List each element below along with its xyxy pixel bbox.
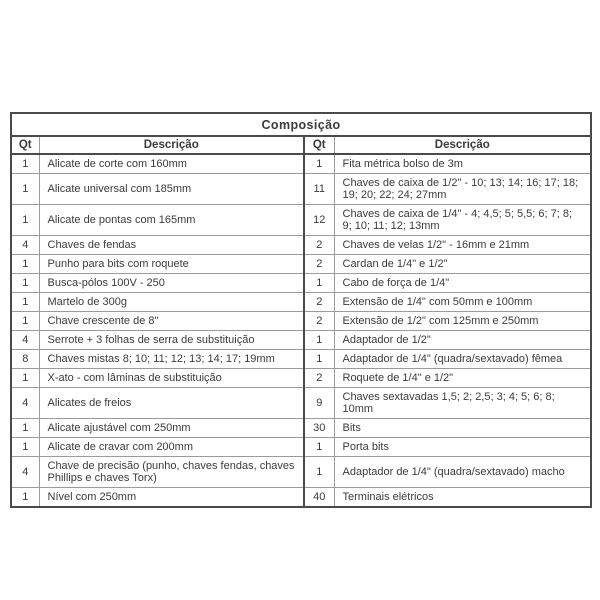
qt-cell-right: 1	[304, 274, 334, 293]
desc-cell-left: X-ato - com lâminas de substituição	[39, 369, 304, 388]
desc-cell-right: Cabo de força de 1/4"	[334, 274, 591, 293]
desc-cell-right: Terminais elétricos	[334, 488, 591, 508]
table-row	[11, 293, 591, 312]
qt-cell-left: 1	[11, 274, 39, 293]
desc-cell-right: Chaves de caixa de 1/2" - 10; 13; 14; 16; 17; 18; 19; 20; 22; 24; 27mm	[334, 174, 591, 205]
table-row	[11, 369, 591, 388]
table-row	[11, 312, 591, 331]
desc-cell-left: Martelo de 300g	[39, 293, 304, 312]
table-row	[11, 388, 591, 419]
qt-cell-right: 1	[304, 457, 334, 488]
table-row	[11, 419, 591, 438]
desc-cell-right: Cardan de 1/4" e 1/2"	[334, 255, 591, 274]
desc-cell-left: Alicate ajustável com 250mm	[39, 419, 304, 438]
qt-cell-left: 8	[11, 350, 39, 369]
desc-cell-left: Chave crescente de 8"	[39, 312, 304, 331]
table-row	[11, 255, 591, 274]
desc-cell-right: Chaves sextavadas 1,5; 2; 2,5; 3; 4; 5; 6; 8; 10mm	[334, 388, 591, 419]
table-row	[11, 488, 591, 508]
table-row	[11, 154, 591, 174]
qt-cell-right: 40	[304, 488, 334, 508]
col-header-qt-right: Qt	[304, 136, 334, 154]
qt-cell-left: 4	[11, 388, 39, 419]
desc-cell-right: Bits	[334, 419, 591, 438]
table-row	[11, 236, 591, 255]
qt-cell-right: 9	[304, 388, 334, 419]
desc-cell-left: Alicate de corte com 160mm	[39, 154, 304, 174]
qt-cell-left: 1	[11, 438, 39, 457]
table-body	[11, 154, 591, 507]
qt-cell-right: 2	[304, 293, 334, 312]
desc-cell-right: Roquete de 1/4" e 1/2"	[334, 369, 591, 388]
qt-cell-right: 2	[304, 236, 334, 255]
col-header-desc-left: Descrição	[39, 136, 304, 154]
qt-cell-right: 2	[304, 255, 334, 274]
table-row	[11, 205, 591, 236]
desc-cell-left: Alicate universal com 185mm	[39, 174, 304, 205]
qt-cell-left: 4	[11, 457, 39, 488]
qt-cell-right: 11	[304, 174, 334, 205]
table-row	[11, 350, 591, 369]
qt-cell-left: 1	[11, 488, 39, 508]
desc-cell-right: Extensão de 1/2" com 125mm e 250mm	[334, 312, 591, 331]
desc-cell-left: Alicates de freios	[39, 388, 304, 419]
composition-table	[10, 112, 592, 508]
table-row	[11, 331, 591, 350]
qt-cell-left: 1	[11, 174, 39, 205]
desc-cell-left: Nível com 250mm	[39, 488, 304, 508]
qt-cell-left: 1	[11, 369, 39, 388]
qt-cell-right: 2	[304, 312, 334, 331]
desc-cell-left: Punho para bits com roquete	[39, 255, 304, 274]
table-title: Composição	[11, 113, 591, 136]
desc-cell-right: Porta bits	[334, 438, 591, 457]
desc-cell-right: Adaptador de 1/4" (quadra/sextavado) macho	[334, 457, 591, 488]
qt-cell-left: 1	[11, 419, 39, 438]
desc-cell-right: Adaptador de 1/4" (quadra/sextavado) fêmea	[334, 350, 591, 369]
qt-cell-left: 1	[11, 255, 39, 274]
header-row	[11, 136, 591, 154]
qt-cell-left: 1	[11, 154, 39, 174]
col-header-desc-right: Descrição	[334, 136, 591, 154]
qt-cell-right: 12	[304, 205, 334, 236]
qt-cell-right: 1	[304, 350, 334, 369]
table-row	[11, 174, 591, 205]
qt-cell-left: 1	[11, 312, 39, 331]
table-row	[11, 457, 591, 488]
desc-cell-left: Chaves de fendas	[39, 236, 304, 255]
qt-cell-left: 4	[11, 236, 39, 255]
table-row	[11, 274, 591, 293]
desc-cell-left: Alicate de pontas com 165mm	[39, 205, 304, 236]
qt-cell-right: 1	[304, 438, 334, 457]
title-row	[11, 113, 591, 136]
desc-cell-left: Chave de precisão (punho, chaves fendas, chaves Phillips e chaves Torx)	[39, 457, 304, 488]
desc-cell-left: Alicate de cravar com 200mm	[39, 438, 304, 457]
qt-cell-right: 1	[304, 154, 334, 174]
desc-cell-right: Adaptador de 1/2"	[334, 331, 591, 350]
desc-cell-left: Busca-pólos 100V - 250	[39, 274, 304, 293]
desc-cell-right: Extensão de 1/4" com 50mm e 100mm	[334, 293, 591, 312]
desc-cell-right: Chaves de caixa de 1/4" - 4; 4,5; 5; 5,5; 6; 7; 8; 9; 10; 11; 12; 13mm	[334, 205, 591, 236]
qt-cell-right: 2	[304, 369, 334, 388]
desc-cell-right: Chaves de velas 1/2" - 16mm e 21mm	[334, 236, 591, 255]
qt-cell-left: 1	[11, 205, 39, 236]
qt-cell-left: 1	[11, 293, 39, 312]
qt-cell-right: 30	[304, 419, 334, 438]
table-row	[11, 438, 591, 457]
desc-cell-right: Fita métrica bolso de 3m	[334, 154, 591, 174]
qt-cell-left: 4	[11, 331, 39, 350]
desc-cell-left: Chaves mistas 8; 10; 11; 12; 13; 14; 17; 19mm	[39, 350, 304, 369]
desc-cell-left: Serrote + 3 folhas de serra de substituição	[39, 331, 304, 350]
col-header-qt-left: Qt	[11, 136, 39, 154]
qt-cell-right: 1	[304, 331, 334, 350]
